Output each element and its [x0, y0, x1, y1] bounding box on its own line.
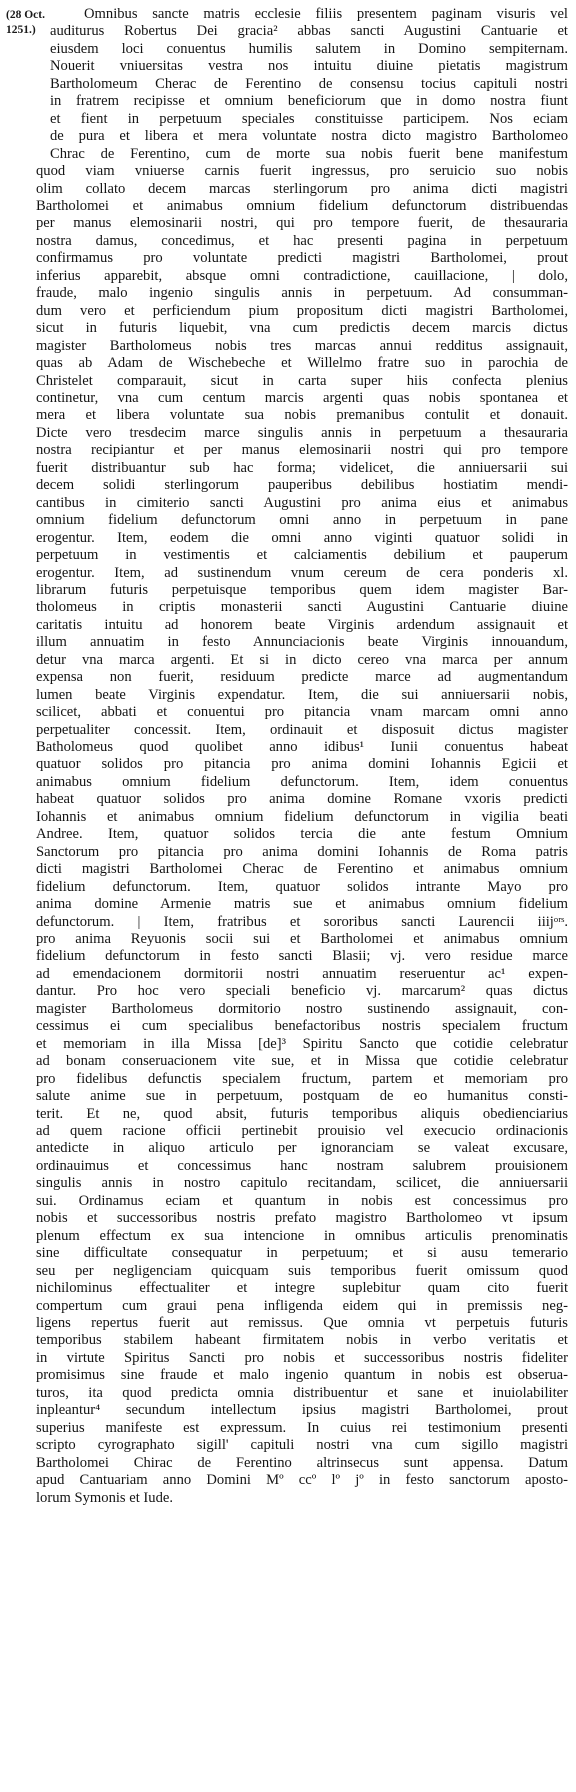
text-line: dicti magistri Bartholomei Cherac de Ferentino et animabus omnium	[36, 861, 568, 878]
text-line: nobis et successoribus nostris prefato magistro Bartholomeo vt ipsum	[36, 1210, 568, 1227]
text-line: singulis annis in nostro capitulo recitandam, scilicet, die anniuersarii	[36, 1175, 568, 1192]
text-line: olim collato decem marcas sterlingorum pro anima dicti magistri	[36, 180, 568, 197]
text-line: lumen beate Virginis expendatur. Item, die sui anniuersarii nobis,	[36, 686, 568, 703]
margin-note-line: 1251.)	[6, 24, 36, 36]
text-line: ligens repertus fuerit aut remissus. Que omnia vt perpetuis futuris	[36, 1314, 568, 1331]
text-line: dantur. Pro hoc vero speciali beneficio vj. marcarum² quas dictus	[36, 983, 568, 1000]
text-line: promisimus sine fraude et malo ingenio quantum in nobis est obserua-	[36, 1367, 568, 1384]
text-line: magister Bartholomeus nobis tres marcas annui redditus assignauit,	[36, 337, 568, 354]
text-line: Bartholomeum Cherac de Ferentino de consensu tocius capituli nostri	[50, 75, 568, 92]
text-line: cantibus in cimiterio sancti Augustini pro anima eius et animabus	[36, 494, 568, 511]
text-line: nostra damus, concedimus, et hac presenti pagina in perpetuum	[36, 232, 568, 249]
text-line: animabus omnium fidelium defunctorum. Item, idem conuentus	[36, 773, 568, 790]
text-line: superius manifeste est expressum. In cuius rei testimonium presenti	[36, 1419, 568, 1436]
text-line: detur vna marca argenti. Et si in dicto cereo vna marca per annum	[36, 651, 568, 668]
margin-note-line: (28 Oct.	[6, 9, 45, 21]
text-line: omnium fidelium defunctorum omni anno in perpetuum in pane	[36, 512, 568, 529]
text-line: salute anime sue in perpetuum, postquam de eo humanitus consti-	[36, 1088, 568, 1105]
text-line: in fratrem recipisse et omnium beneficiorum que in domo nostra fiunt	[50, 93, 568, 110]
text-line: plenum effectum ex sua intencione in omnibus articulis prenominatis	[36, 1227, 568, 1244]
text-line: Bartholomei Chirac de Ferentino altrinsecus sunt appensa. Datum	[36, 1454, 568, 1471]
text-line: perpetualiter concessit. Item, ordinauit et disposuit dictus magister	[36, 721, 568, 738]
text-line: in virtute Spiritus Sancti pro nobis et successoribus nostris fideliter	[36, 1349, 568, 1366]
text-line: dum vero et perficiendum pium propositum dicti magistri Bartholomei,	[36, 302, 568, 319]
text-line: et fient in perpetuum speciales constituisse participem. Nos eciam	[50, 110, 568, 127]
text-line: anima domine Armenie matris sue et animabus omnium fidelium	[36, 896, 568, 913]
text-line: ordinauimus et concessimus hanc nostram salubrem prouisionem	[36, 1157, 568, 1174]
text-line: fuerit distribuantur sub hac forma; videlicet, die anniuersarii sui	[36, 459, 568, 476]
text-line: Dicte vero tresdecim marce singulis annis in perpetuum a thesauraria	[36, 424, 568, 441]
text-line: nichilominus effectualiter et integre suplebitur quam cito fuerit	[36, 1280, 568, 1297]
text-line: expensa non fuerit, residuum predicte marce ad augmentandum	[36, 669, 568, 686]
text-line: sui. Ordinamus eciam et quantum in nobis est concessimus pro	[36, 1192, 568, 1209]
text-line: pro fidelibus defunctis specialem fructum, partem et memoriam pro	[36, 1070, 568, 1087]
text-line: lorum Symonis et Iude.	[36, 1489, 174, 1506]
text-line: scripto cyrographato sigill' capituli nostri vna cum sigillo magistri	[36, 1437, 568, 1454]
text-line: mera et libera voluntate sua nobis premanibus contulit et donauit.	[36, 407, 568, 424]
text-line: quod viam vniuerse carnis fuerit ingressus, pro seruicio suo nobis	[36, 163, 568, 180]
text-line: per manus elemosinarii nostri, qui pro tempore fuerit, de thesauraria	[36, 215, 568, 232]
text-line: seu per negligenciam quicquam suis temporibus fuerit omissum quod	[36, 1262, 568, 1279]
text-line: defunctorum. | Item, fratribus et sororibus sancti Laurencii iiijᵒʳˢ.	[36, 913, 568, 930]
text-line: scilicet, abbati et conuentui pro pitancia vnam marcam omni anno	[36, 704, 568, 721]
text-line: tholomeus in criptis monasterii sancti Augustini Cantuarie diuine	[36, 599, 568, 616]
text-line: habeat quatuor solidos pro anima domine Romane vxoris predicti	[36, 791, 568, 808]
text-line: Bartholomei et animabus omnium fidelium defunctorum distribuendas	[36, 197, 568, 214]
text-line: de pura et libera et mera voluntate nostra dicto magistro Bartholomeo	[50, 128, 568, 145]
text-line: turos, ita quod predicta omnia distribuentur et sane et inuiolabiliter	[36, 1384, 568, 1401]
text-line: quas ab Adam de Wischebeche et Willelmo fratre suo in parochia de	[36, 355, 568, 372]
text-line: illum annuatim in festo Annunciacionis beate Virginis innouandum,	[36, 634, 568, 651]
text-line: fidelium defunctorum in festo sancti Blasii; vj. vero residue marce	[36, 948, 568, 965]
text-line: terit. Et ne, quod absit, futuris temporibus aliquis obedienciarius	[36, 1105, 568, 1122]
text-line: inferius apparebit, absque omni contradictione, cauillacione, | dolo,	[36, 267, 568, 284]
text-line: eiusdem loci conuentus humilis salutem in Domino sempiternam.	[50, 40, 568, 57]
text-line: quatuor solidos pro pitancia pro anima domini Iohannis Egicii et	[36, 756, 568, 773]
text-line: ad quem racione officii pertinebit prouisio vel execucio ordinacionis	[36, 1123, 568, 1139]
text-line: Nouerit vniuersitas vestra nos intuitu diuine pietatis magistrum	[50, 58, 568, 75]
text-line: fraude, malo ingenio singulis annis in perpetuum. Ad consumman-	[36, 285, 568, 302]
text-line: confirmamus pro voluntate predicti magistri Bartholomei, prout	[36, 250, 568, 267]
text-line: Chrac de Ferentino, cum de morte sua nobis fuerit bene manifestum	[50, 145, 568, 162]
text-line: erogentur. Item, eodem die omni anno viginti quatuor solidi in	[36, 529, 568, 546]
text-line: ad emendacionem dormitorii nostri annuatim reseruentur ac¹ expen-	[36, 965, 568, 982]
text-line: ad bonam conseruacionem vite sue, et in Missa que cotidie celebratur	[36, 1053, 568, 1070]
text-line: magister Bartholomeus dormitorio nostro sustinendo assignauit, con-	[36, 1000, 568, 1017]
text-line: erogentur. Item, ad sustinendum vnum cereum de cera ponderis xl.	[36, 564, 568, 581]
text-line: sine difficultate consequatur in perpetuum; et si ausu temerario	[36, 1245, 568, 1262]
text-line: caritatis intuitu ad honorem beate Virginis ardendum assignauit et	[36, 616, 568, 633]
text-line: apud Cantuariam anno Domini Mº ccº lº jº in festo sanctorum aposto-	[36, 1472, 568, 1489]
text-line: compertum cum graui pena infligenda eidem qui in premissis neg-	[36, 1297, 568, 1314]
text-line: decem solidi sterlingorum pauperibus debilibus hostiatim mendi-	[36, 477, 568, 494]
charter-text	[0, 6, 576, 1507]
text-line: cessimus ei cum specialibus benefactoribus nostris specialem fructum	[36, 1018, 568, 1035]
text-line: Christelet comparauit, sicut in carta super hiis confecta plenius	[36, 372, 568, 389]
text-line: Andree. Item, quatuor solidos tercia die ante festum Omnium	[36, 826, 568, 843]
text-line: sicut in futuris liquebit, vna cum predictis decem marcis dictus	[36, 320, 568, 337]
text-line: librarum futuris perpetuisque temporibus quem idem magister Bar-	[36, 581, 568, 598]
text-line: antedicte in aliquo articulo per ignoranciam se valeat excusare,	[36, 1140, 568, 1157]
text-line: perpetuum in vestimentis et calciamentis debilium et pauperum	[36, 547, 568, 564]
text-line: nostra recipiantur et per manus elemosinarii nostri qui pro tempore	[36, 442, 568, 459]
text-line: Omnibus sancte matris ecclesie filiis presentem paginam visuris vel	[84, 6, 568, 22]
text-line: pro anima Reyuonis socii sui et Bartholomei et animabus omnium	[36, 931, 568, 948]
text-line: Sanctorum pro pitancia pro anima domini Iohannis de Roma patris	[36, 843, 568, 860]
text-line: inpleantur⁴ secundum intellectum ipsius magistri Bartholomei, prout	[36, 1402, 568, 1419]
text-line: et memoriam in illa Missa [de]³ Spiritu Sancto que cotidie celebratur	[36, 1035, 568, 1052]
text-line: continetur, vna cum centum marcis argenti quas nobis spontanea et	[36, 389, 568, 406]
text-line: temporibus stabilem habeant firmitatem nobis in verbo veritatis et	[36, 1332, 568, 1349]
text-line: fidelium defunctorum. Item, quatuor solidos intrante Mayo pro	[36, 878, 568, 895]
text-line: auditurus Robertus Dei gracia² abbas sancti Augustini Cantuarie et	[50, 23, 568, 40]
text-line: Iohannis et animabus omnium fidelium defunctorum in vigilia beati	[36, 808, 568, 825]
text-line: Batholomeus quod quolibet anno idibus¹ Iunii conuentus habeat	[36, 739, 568, 756]
